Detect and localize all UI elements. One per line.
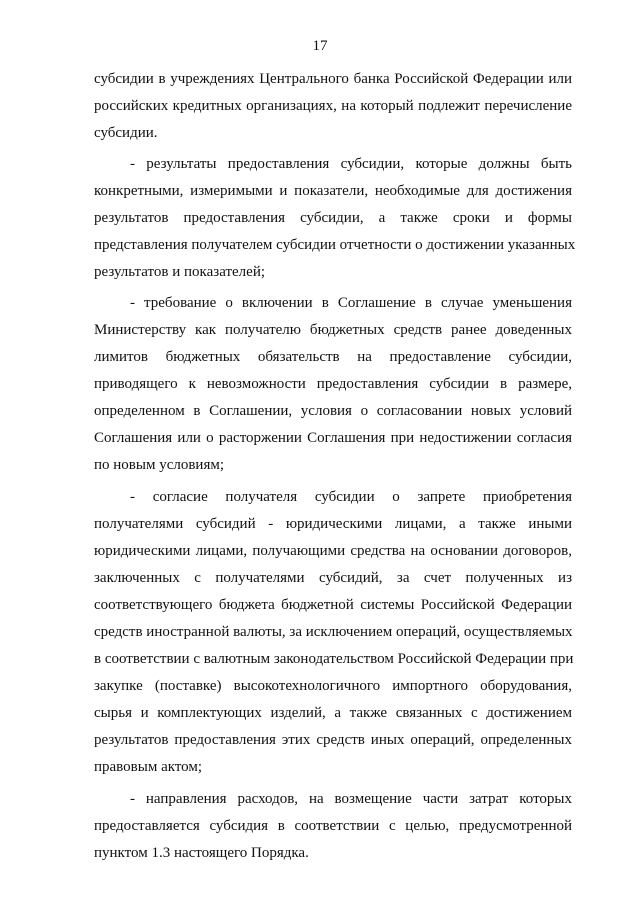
- document-body: [94, 66, 576, 867]
- text-line: правовым актом;: [94, 759, 203, 775]
- paragraph-currency-consent: [94, 484, 572, 781]
- text-line: лимитов бюджетных обязательств на предоставление субсидии,: [94, 349, 572, 365]
- paragraph-agreement-requirement: [94, 290, 572, 479]
- text-line: - требование о включении в Соглашение в случае уменьшения: [130, 295, 572, 311]
- text-line: средств иностранной валюты, за исключением операций, осуществляемых: [94, 624, 573, 640]
- text-line: пунктом 1.3 настоящего Порядка.: [94, 845, 309, 861]
- text-line: результатов предоставления субсидии, а также сроки и формы: [94, 210, 572, 226]
- text-line: конкретными, измеримыми и показатели, необходимые для достижения: [94, 183, 572, 199]
- text-line: - согласие получателя субсидии о запрете приобретения: [130, 489, 572, 505]
- text-line: результатов и показателей;: [94, 264, 266, 280]
- text-line: получателями субсидий - юридическими лицами, а также иными: [94, 516, 572, 532]
- text-line: представления получателем субсидии отчетности о достижении указанных: [94, 237, 576, 253]
- text-line: в соответствии с валютным законодательством Российской Федерации при: [94, 651, 574, 667]
- text-line: субсидии.: [94, 125, 158, 141]
- text-line: предоставляется субсидия в соответствии с целью, предусмотренной: [94, 818, 572, 834]
- text-line: приводящего к невозможности предоставления субсидии в размере,: [94, 376, 572, 392]
- text-line: заключенных с получателями субсидий, за счет полученных из: [94, 570, 572, 586]
- paragraph-account-details: [94, 66, 572, 147]
- text-line: закупке (поставке) высокотехнологичного импортного оборудования,: [94, 678, 572, 694]
- text-line: субсидии в учреждениях Центрального банка Российской Федерации или: [94, 71, 572, 87]
- text-line: российских кредитных организациях, на который подлежит перечисление: [94, 98, 572, 114]
- text-line: соответствующего бюджета бюджетной системы Российской Федерации: [94, 597, 572, 613]
- text-line: сырья и комплектующих изделий, а также связанных с достижением: [94, 705, 572, 721]
- text-line: Министерству как получателю бюджетных средств ранее доведенных: [94, 322, 572, 338]
- text-line: результатов предоставления этих средств иных операций, определенных: [94, 732, 572, 748]
- text-line: юридическими лицами, получающими средства на основании договоров,: [94, 543, 572, 559]
- text-line: Соглашения или о расторжении Соглашения при недостижении согласия: [94, 430, 572, 446]
- page-number: 17: [312, 38, 328, 54]
- text-line: определенном в Соглашении, условия о согласовании новых условий: [94, 403, 572, 419]
- text-line: - направления расходов, на возмещение части затрат которых: [130, 791, 572, 807]
- paragraph-expense-directions: [94, 786, 572, 867]
- text-line: по новым условиям;: [94, 457, 225, 473]
- paragraph-results: [94, 151, 576, 286]
- text-line: - результаты предоставления субсидии, которые должны быть: [130, 156, 572, 172]
